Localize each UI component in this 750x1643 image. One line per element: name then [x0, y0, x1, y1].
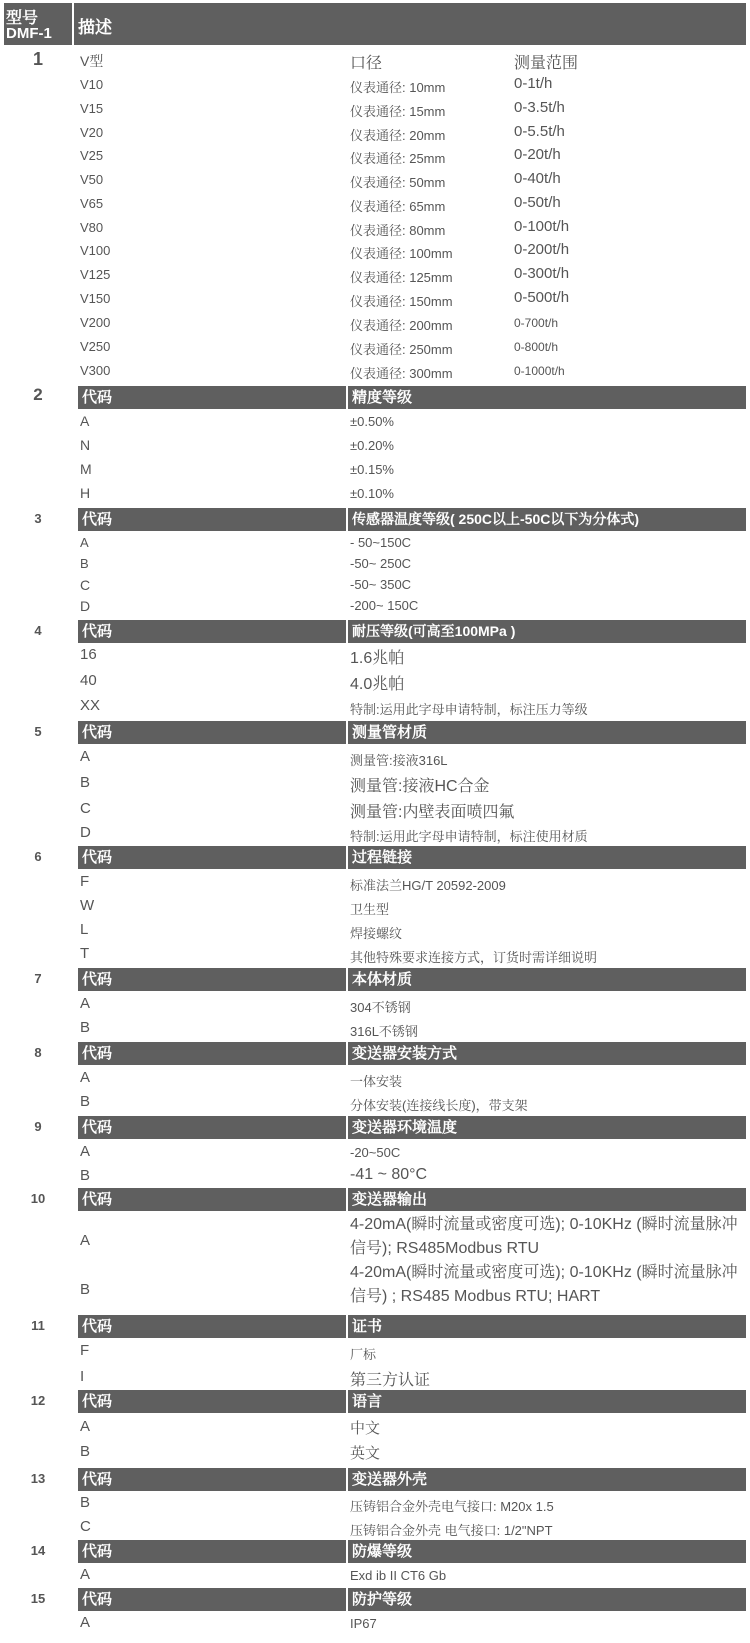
row-range: 0-500t/h: [514, 289, 570, 306]
row-description: - 50~150C: [350, 535, 412, 550]
row-code: L: [80, 921, 89, 938]
row-description: 特制:运用此字母申请特制，标注使用材质: [350, 829, 588, 844]
row-code: F: [80, 873, 90, 890]
row-description: 焊接螺纹: [350, 926, 403, 941]
row-description: 厂标: [350, 1347, 377, 1362]
row-code: B: [80, 774, 91, 791]
row-description: Exd ib II CT6 Gb: [350, 1568, 447, 1583]
row-code: V50: [80, 172, 104, 187]
section-number: 3: [34, 511, 42, 526]
code-column-header: 代码: [78, 1116, 346, 1139]
row-description: 仪表通径: 25mm: [350, 151, 446, 166]
row-code: 16: [80, 646, 97, 663]
row-code: I: [80, 1368, 85, 1385]
row-code: F: [80, 1342, 90, 1359]
model-code: DMF-1: [6, 25, 52, 42]
row-description: 标准法兰HG/T 20592-2009: [350, 878, 506, 893]
row-range: 0-1000t/h: [514, 364, 565, 378]
row-range: 0-700t/h: [514, 316, 559, 330]
section-number: 11: [31, 1318, 45, 1333]
row-description: 仪表通径: 125mm: [350, 270, 453, 285]
row-range: 0-800t/h: [514, 340, 559, 354]
row-range: 0-50t/h: [514, 194, 561, 211]
code-column-header: 代码: [78, 1390, 346, 1413]
row-range: 0-5.5t/h: [514, 123, 565, 140]
section-title: 证书: [348, 1315, 746, 1338]
section-title: 变送器输出: [348, 1188, 746, 1211]
row-description: 中文: [350, 1420, 381, 1437]
section-number: 1: [32, 49, 43, 69]
row-code: M: [80, 461, 92, 477]
section-number: 5: [34, 724, 42, 739]
row-description: 仪表通径: 50mm: [350, 175, 446, 190]
row-code: B: [80, 1281, 91, 1298]
code-column-header: 代码: [78, 386, 346, 409]
row-description: 第三方认证: [350, 1372, 431, 1389]
description-label: 描述: [78, 18, 112, 37]
row-description: 压铸铝合金外壳 电气接口: 1/2"NPT: [350, 1523, 553, 1538]
row-description: 4.0兆帕: [350, 676, 405, 693]
row-code: D: [80, 824, 91, 841]
row-code: C: [80, 1518, 91, 1535]
row-code: V25: [80, 148, 104, 163]
section-title: 耐压等级(可高至100MPa ): [348, 620, 746, 643]
row-code: A: [80, 995, 91, 1012]
row-code: V65: [80, 196, 104, 211]
section-number: 14: [30, 1543, 46, 1558]
row-code: A: [80, 1232, 91, 1249]
row-description: 仪表通径: 80mm: [350, 223, 446, 238]
row-description: 仪表通径: 65mm: [350, 199, 446, 214]
row-range: 0-1t/h: [514, 75, 553, 92]
row-code: B: [80, 556, 89, 571]
row-description: 一体安装: [350, 1074, 403, 1089]
model-header-cell: [4, 3, 72, 45]
row-description: ±0.10%: [350, 486, 394, 501]
row-description: 304不锈钢: [350, 1000, 411, 1015]
section-title: 精度等级: [348, 386, 746, 409]
row-description: 仪表通径: 200mm: [350, 318, 453, 333]
section-title: 变送器外壳: [348, 1468, 746, 1491]
section-title: 过程链接: [348, 846, 746, 869]
row-code: V250: [80, 339, 111, 354]
row-code: V150: [80, 291, 111, 306]
row-range: 0-100t/h: [514, 218, 570, 235]
row-code: V125: [80, 267, 111, 282]
code-column-header: 代码: [78, 1540, 346, 1563]
row-description: -50~ 350C: [350, 577, 412, 592]
row-description: 1.6兆帕: [350, 650, 405, 667]
row-code: B: [80, 1443, 91, 1460]
row-description: 压铸铝合金外壳电气接口: M20x 1.5: [350, 1499, 554, 1514]
row-description: 其他特殊要求连接方式，订货时需详细说明: [350, 950, 598, 965]
row-code: N: [80, 437, 91, 453]
row-description: 英文: [350, 1445, 381, 1462]
row-description: ±0.15%: [350, 462, 394, 477]
section-title: 变送器安装方式: [348, 1042, 746, 1065]
row-description: -41 ~ 80°C: [350, 1166, 428, 1183]
row-range: 0-20t/h: [514, 146, 561, 163]
row-range: 0-40t/h: [514, 170, 561, 187]
row-description: 仪表通径: 100mm: [350, 246, 453, 261]
row-description: 仪表通径: 250mm: [350, 342, 453, 357]
section-number: 8: [34, 1045, 42, 1060]
row-code: W: [80, 897, 95, 914]
row-description: ±0.50%: [350, 414, 394, 429]
code-column-header: 代码: [78, 721, 346, 744]
row-code: B: [80, 1019, 91, 1036]
section-title: 变送器环境温度: [348, 1116, 746, 1139]
model-label: 型号: [6, 10, 39, 27]
row-code: V300: [80, 363, 111, 378]
row-code: C: [80, 577, 91, 593]
code-column-header: 代码: [78, 620, 346, 643]
row-code: V80: [80, 220, 104, 235]
description-header-cell: [74, 3, 746, 45]
code-column-header: 代码: [78, 846, 346, 869]
row-code: A: [80, 1069, 91, 1086]
code-column-header: 代码: [78, 968, 346, 991]
row-range: 0-300t/h: [514, 265, 570, 282]
section-title: 本体材质: [348, 968, 746, 991]
row-description: -50~ 250C: [350, 556, 412, 571]
section-number: 2: [33, 385, 43, 404]
code-column-header: 代码: [78, 1042, 346, 1065]
section-number: 4: [34, 623, 42, 638]
row-code: H: [80, 485, 91, 501]
row-description: 测量管:内壁表面喷四氟: [350, 804, 515, 821]
row-description: 分体安装(连接线长度)，带支架: [350, 1098, 528, 1113]
code-column-header: 代码: [78, 1588, 346, 1611]
section-number: 10: [30, 1191, 46, 1206]
row-code: V20: [80, 125, 104, 140]
row-description: 仪表通径: 150mm: [350, 294, 453, 309]
row-range: 0-3.5t/h: [514, 99, 565, 116]
row-description: 测量管:接液316L: [350, 753, 448, 768]
section-number: 13: [30, 1471, 46, 1486]
row-code: A: [80, 1614, 91, 1631]
code-column-header: 代码: [78, 1188, 346, 1211]
section-number: 7: [34, 971, 42, 986]
column-header-type: V型: [80, 53, 104, 69]
row-code: XX: [80, 697, 101, 714]
row-description: 卫生型: [350, 902, 390, 917]
section-title: 防爆等级: [348, 1540, 746, 1563]
column-header-bore: 口径: [350, 55, 383, 72]
section-title: 防护等级: [348, 1588, 746, 1611]
section-title: 测量管材质: [348, 721, 746, 744]
column-header-range: 测量范围: [514, 55, 579, 72]
section-title: 传感器温度等级( 250C以上-50C以下为分体式): [348, 508, 746, 531]
row-code: V200: [80, 315, 111, 330]
row-description: 4-20mA(瞬时流量或密度可选); 0-10KHz (瞬时流量脉冲信号); RS485Modbus RTU: [350, 1216, 738, 1257]
row-code: B: [80, 1167, 91, 1184]
row-code: T: [80, 945, 90, 962]
row-code: A: [80, 413, 90, 429]
row-code: V100: [80, 243, 111, 258]
row-description: 316L不锈钢: [350, 1024, 418, 1039]
row-description: ±0.20%: [350, 438, 394, 453]
row-description: 仪表通径: 10mm: [350, 80, 446, 95]
section-number: 12: [30, 1393, 46, 1408]
row-description: -20~50C: [350, 1145, 401, 1160]
row-range: 0-200t/h: [514, 241, 570, 258]
row-code: A: [80, 1143, 91, 1160]
row-code: A: [80, 535, 89, 550]
row-code: C: [80, 800, 91, 817]
row-description: 仪表通径: 20mm: [350, 128, 446, 143]
code-column-header: 代码: [78, 1315, 346, 1338]
row-code: B: [80, 1093, 91, 1110]
section-number: 6: [34, 849, 42, 864]
section-title: 语言: [348, 1390, 746, 1413]
row-description: 仪表通径: 300mm: [350, 366, 453, 381]
section-number: 15: [30, 1591, 46, 1606]
row-code: V15: [80, 101, 104, 116]
row-description: 仪表通径: 15mm: [350, 104, 446, 119]
row-code: V10: [80, 77, 104, 92]
row-code: D: [80, 598, 91, 614]
row-description: 4-20mA(瞬时流量或密度可选); 0-10KHz (瞬时流量脉冲信号) ; RS485 Modbus RTU; HART: [350, 1264, 738, 1305]
row-code: A: [80, 748, 91, 765]
row-code: B: [80, 1494, 91, 1511]
row-description: -200~ 150C: [350, 598, 419, 613]
row-code: 40: [80, 672, 97, 689]
section-number: 9: [34, 1119, 42, 1134]
row-description: 测量管:接液HC合金: [350, 778, 490, 795]
code-column-header: 代码: [78, 1468, 346, 1491]
row-description: 特制:运用此字母申请特制，标注压力等级: [350, 702, 588, 717]
code-column-header: 代码: [78, 508, 346, 531]
row-code: A: [80, 1566, 91, 1583]
row-code: A: [80, 1418, 91, 1435]
row-description: IP67: [350, 1616, 377, 1631]
